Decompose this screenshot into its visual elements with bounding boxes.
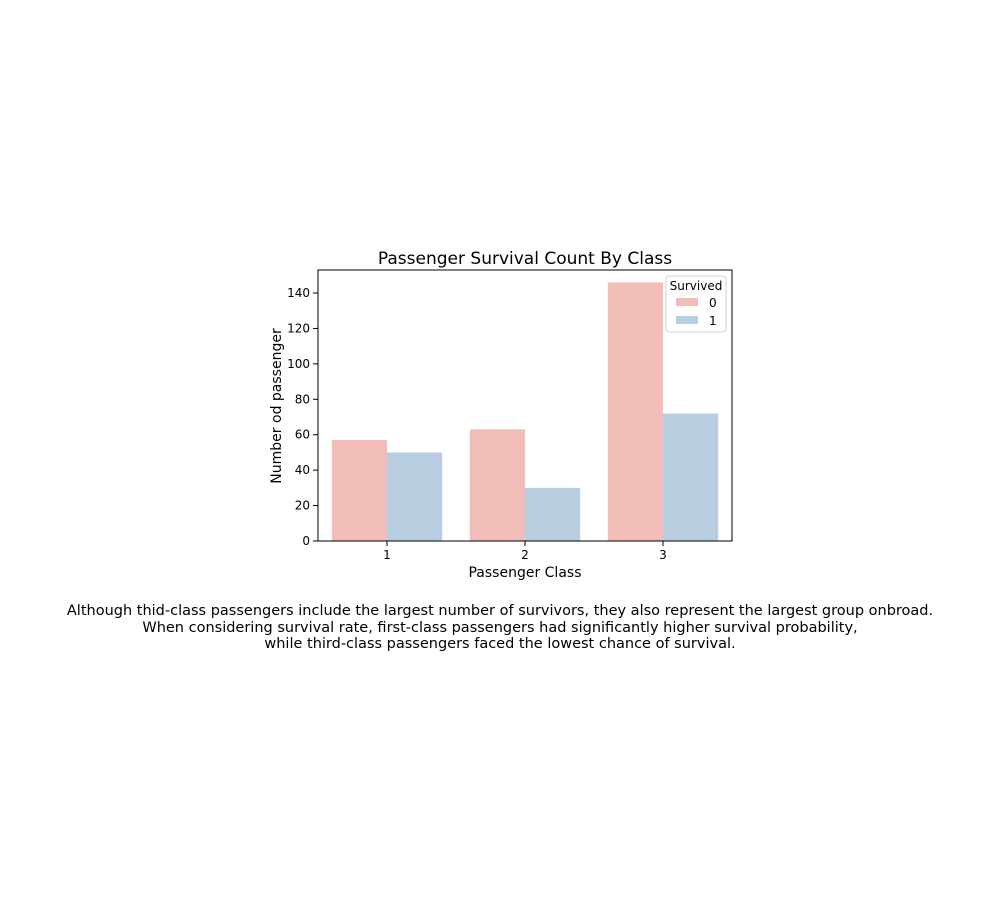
legend — [666, 276, 726, 332]
y-axis — [287, 286, 318, 548]
bar-class-1-survived-0 — [332, 440, 387, 541]
bar-class-1-survived-1 — [387, 452, 442, 541]
caption-line-2: When considering survival rate, first-class passengers had significantly higher survival probability, — [142, 619, 858, 636]
bar-class-3-survived-0 — [608, 282, 663, 541]
legend-title: Survived — [669, 279, 723, 293]
legend-label-1: 1 — [709, 314, 717, 328]
bar-class-3-survived-1 — [663, 413, 718, 541]
legend-swatch-0 — [676, 298, 698, 306]
caption-line-3: while third-class passengers faced the lowest chance of survival. — [264, 636, 736, 652]
y-tick-label: 120 — [287, 321, 310, 336]
bar-class-2-survived-1 — [525, 488, 580, 541]
x-tick-label: 1 — [383, 548, 391, 562]
caption-line-1: Although thid-class passengers include the largest number of survivors, they also represent the largest group onbroad. — [66, 603, 934, 619]
y-tick-label: 100 — [287, 356, 310, 371]
legend-swatch-1 — [676, 316, 698, 324]
bars-layer — [332, 282, 718, 541]
chart-title: Passenger Survival Count By Class — [377, 249, 673, 269]
y-tick-label: 80 — [294, 392, 310, 407]
y-axis-label: Number od passenger — [269, 328, 285, 484]
y-tick-label: 40 — [294, 463, 310, 478]
legend-label-0: 0 — [709, 296, 717, 310]
x-tick-label: 2 — [521, 548, 529, 562]
x-axis-label: Passenger Class — [468, 565, 582, 581]
y-tick-label: 0 — [302, 534, 310, 548]
bar-class-2-survived-0 — [470, 429, 525, 541]
chart-caption — [0, 603, 1000, 653]
y-tick-label: 60 — [294, 427, 310, 442]
x-axis — [383, 541, 667, 562]
x-tick-label: 3 — [659, 548, 667, 562]
y-tick-label: 140 — [287, 286, 310, 301]
y-tick-label: 20 — [294, 498, 310, 513]
